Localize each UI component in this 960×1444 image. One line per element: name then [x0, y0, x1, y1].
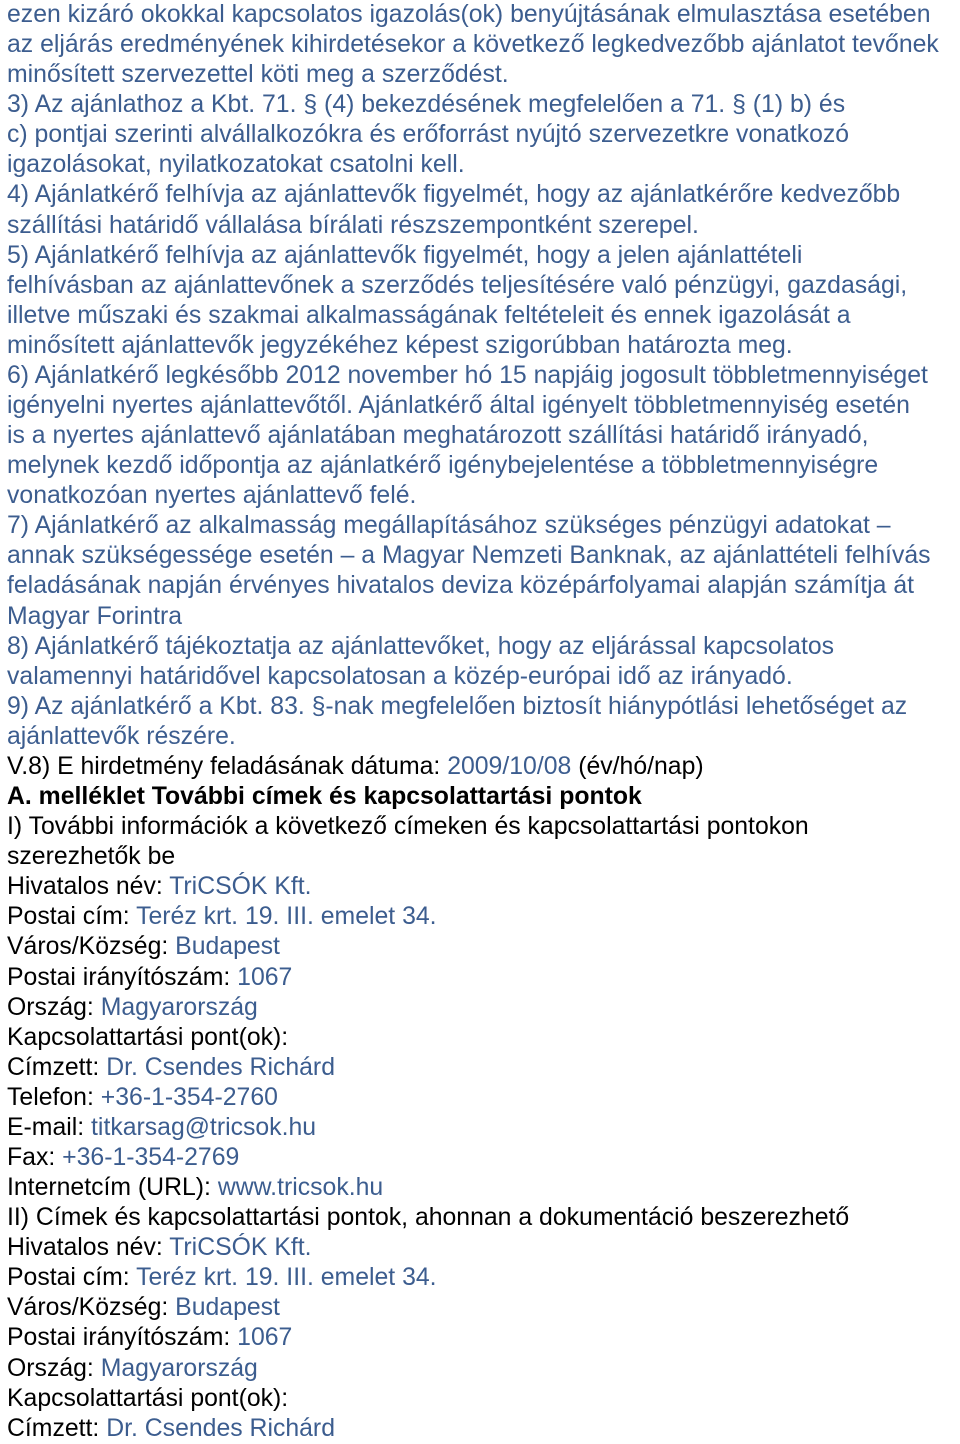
body-text-line: is a nyertes ajánlattevő ajánlatában meghatározott szállítási határidő irányadó,	[7, 422, 869, 450]
dispatch-date-label: V.8) E hirdetmény feladásának dátuma:	[7, 752, 441, 780]
field-label: Város/Község:	[7, 1294, 169, 1322]
body-text-line: 9) Az ajánlatkérő a Kbt. 83. §-nak megfelelően biztosít hiánypótlási lehetőséget az	[7, 692, 908, 720]
field-value: Teréz krt. 19. III. emelet 34.	[136, 1264, 437, 1292]
body-text-line: annak szükségessége esetén – a Magyar Nemzeti Banknak, az ajánlattételi felhívás	[7, 542, 931, 570]
body-text-line: igazolásokat, nyilatkozatokat csatolni kell.	[7, 151, 465, 179]
field-country	[7, 1354, 960, 1384]
field-label: Telefon:	[7, 1083, 94, 1111]
field-official-name	[7, 872, 960, 902]
field-label: Címzett:	[7, 1053, 100, 1081]
field-value: +36-1-354-2760	[100, 1083, 278, 1111]
body-text-line: vonatkozóan nyertes ajánlattevő felé.	[7, 482, 417, 510]
field-label: Fax:	[7, 1143, 56, 1171]
field-value: Magyarország	[100, 1354, 258, 1382]
body-text-line: Magyar Forintra	[7, 602, 183, 630]
field-value: Magyarország	[100, 993, 258, 1021]
field-value: 1067	[237, 1324, 293, 1352]
section-2-heading: II) Címek és kapcsolattartási pontok, ahonnan a dokumentáció beszerezhető	[7, 1204, 850, 1232]
body-text-line: igényelni nyertes ajánlattevőtől. Ajánlatkérő által igényelt többletmennyiség esetén	[7, 392, 910, 420]
field-value: 1067	[237, 963, 293, 991]
body-text-line: az eljárás eredményének kihirdetésekor a következő legkedvezőbb ajánlatot tevőnek	[7, 31, 939, 59]
field-value: Budapest	[175, 933, 280, 961]
body-text-line: 4) Ajánlatkérő felhívja az ajánlattevők figyelmét, hogy az ajánlatkérőre kedvezőbb	[7, 181, 901, 209]
body-text-line: minősített ajánlattevők jegyzékéhez képest szigorúbban határozta meg.	[7, 331, 793, 359]
field-postal-address	[7, 902, 960, 932]
field-label: Postai cím:	[7, 903, 130, 931]
field-label: Postai irányítószám:	[7, 1324, 231, 1352]
annex-a-section-1	[7, 812, 960, 1203]
field-internet-address	[7, 1173, 960, 1203]
field-value: Budapest	[175, 1294, 280, 1322]
body-text-line: valamennyi határidővel kapcsolatosan a közép-európai idő az irányadó.	[7, 662, 793, 690]
field-label: Címzett:	[7, 1414, 100, 1442]
field-contact-points	[7, 1023, 960, 1053]
field-postal-address	[7, 1263, 960, 1293]
field-label: E-mail:	[7, 1113, 85, 1141]
field-value: TriCSÓK Kft.	[169, 1234, 312, 1262]
field-label: Postai cím:	[7, 1264, 130, 1292]
body-text-line: felhívásban az ajánlattevőnek a szerződés teljesítésére való pénzügyi, gazdasági,	[7, 271, 908, 299]
dispatch-date-line	[7, 752, 960, 782]
field-attention	[7, 1414, 960, 1444]
body-text-line: ezen kizáró okokkal kapcsolatos igazolás(ok) benyújtásának elmulasztása esetében	[7, 1, 931, 28]
field-value: +36-1-354-2769	[62, 1143, 240, 1171]
body-text-line: ajánlattevők részére.	[7, 722, 236, 750]
body-text-line: 3) Az ajánlathoz a Kbt. 71. § (4) bekezdésének megfelelően a 71. § (1) b) és	[7, 91, 846, 119]
dispatch-date-format: (év/hó/nap)	[578, 752, 704, 780]
section-1-heading-line: I) További információk a következő címeken és kapcsolattartási pontokon	[7, 813, 809, 841]
field-value: Teréz krt. 19. III. emelet 34.	[136, 903, 437, 931]
body-text-line: illetve műszaki és szakmai alkalmasságának feltételeit és ennek igazolását a	[7, 301, 851, 329]
field-label: Ország:	[7, 1354, 94, 1382]
body-text-line: c) pontjai szerinti alvállalkozókra és erőforrást nyújtó szervezetkre vonatkozó	[7, 121, 850, 149]
additional-information-text	[7, 0, 960, 752]
field-town	[7, 1293, 960, 1323]
field-postal-code	[7, 1323, 960, 1353]
field-value: titkarsag@tricsok.hu	[91, 1113, 317, 1141]
dispatch-date-value: 2009/10/08	[447, 752, 572, 780]
field-label: Ország:	[7, 993, 94, 1021]
field-value: www.tricsok.hu	[217, 1174, 384, 1202]
body-text-line: szállítási határidő vállalása bírálati részszempontként szerepel.	[7, 211, 699, 239]
field-label: Internetcím (URL):	[7, 1174, 211, 1202]
body-text-line: 6) Ajánlatkérő legkésőbb 2012 november hó 15 napjáig jogosult többletmennyiséget	[7, 361, 928, 389]
field-contact-points	[7, 1384, 960, 1414]
field-label: Hivatalos név:	[7, 873, 163, 901]
field-label: Kapcsolattartási pont(ok):	[7, 1384, 289, 1412]
body-text-line: minősített szervezettel köti meg a szerződést.	[7, 61, 509, 89]
field-postal-code	[7, 963, 960, 993]
field-country	[7, 993, 960, 1023]
field-fax	[7, 1143, 960, 1173]
body-text-line: 8) Ajánlatkérő tájékoztatja az ajánlattevőket, hogy az eljárással kapcsolatos	[7, 632, 835, 660]
annex-a-title: A. melléklet További címek és kapcsolattartási pontok	[7, 783, 642, 811]
field-attention	[7, 1053, 960, 1083]
body-text-line: 5) Ajánlatkérő felhívja az ajánlattevők figyelmét, hogy a jelen ajánlattételi	[7, 241, 803, 269]
body-text-line: melynek kezdő időpontja az ajánlatkérő igénybejelentése a többletmennyiségre	[7, 452, 879, 480]
field-label: Város/Község:	[7, 933, 169, 961]
section-1-heading-line: szerezhetők be	[7, 843, 176, 871]
field-value: Dr. Csendes Richárd	[106, 1414, 335, 1442]
annex-a-section-2	[7, 1203, 960, 1444]
field-official-name	[7, 1233, 960, 1263]
body-text-line: 7) Ajánlatkérő az alkalmasság megállapításához szükséges pénzügyi adatokat –	[7, 512, 891, 540]
body-text-line: feladásának napján érvényes hivatalos deviza középárfolyamai alapján számítja át	[7, 572, 914, 600]
field-value: Dr. Csendes Richárd	[106, 1053, 335, 1081]
field-town	[7, 932, 960, 962]
field-label: Postai irányítószám:	[7, 963, 231, 991]
field-label: Hivatalos név:	[7, 1234, 163, 1262]
field-label: Kapcsolattartási pont(ok):	[7, 1023, 289, 1051]
field-value: TriCSÓK Kft.	[169, 873, 312, 901]
field-email	[7, 1113, 960, 1143]
field-telephone	[7, 1083, 960, 1113]
